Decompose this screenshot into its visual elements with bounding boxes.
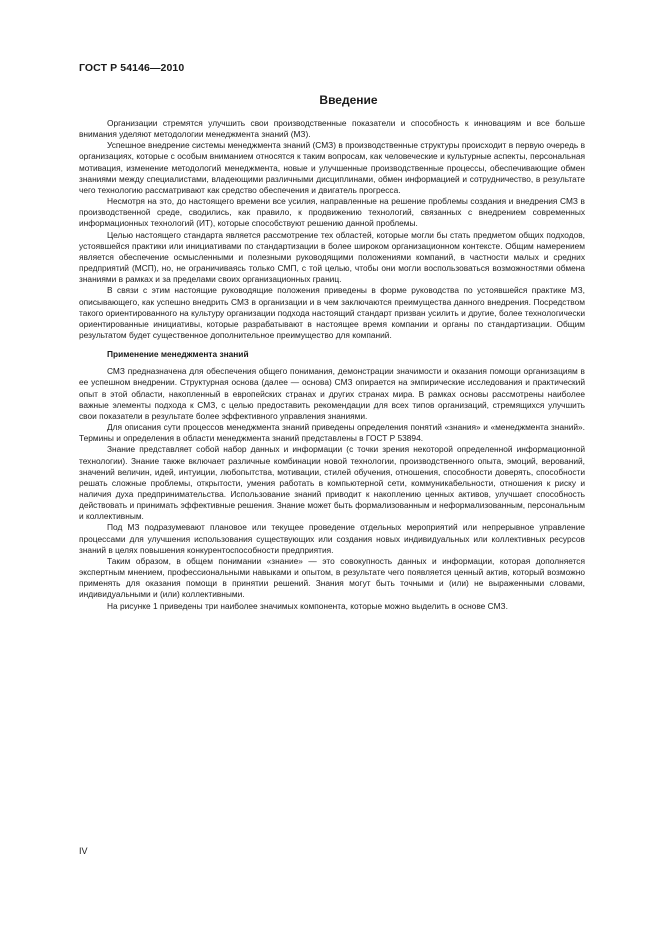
paragraph: Успешное внедрение системы менеджмента знаний (СМЗ) в производственные структуры происходит в первую очередь в организациях, которые с особым вниманием относятся к таким вопросам, как человеческие и культурные аспекты, персональная мотивация, изменение методологий менеджмента, новые и улучшенные производственные процессы, обеспечивающие обмен знаниями между специалистами, владеющими различными дисциплинами, обмен информацией и сотрудничество, в результате чего технологию рассматривают как средство обеспечения и двигатель прогресса.: [79, 140, 585, 195]
page-number: IV: [79, 846, 88, 856]
paragraph: Для описания сути процессов менеджмента знаний приведены определения понятий «знания» и «менеджмента знаний». Термины и определения в области менеджмента знаний представлены в ГОСТ Р 53894.: [79, 422, 585, 444]
body-text: [79, 118, 585, 612]
document-code: ГОСТ Р 54146—2010: [79, 62, 185, 74]
paragraph: Таким образом, в общем понимании «знание» — это совокупность данных и информации, которая дополняется экспертным мнением, профессиональными навыками и опытом, в результате чего появляется ценный актив, который возможно применять для оказания помощи в принятии решений. Знания могут быть точными и (или) не выраженными словами, индивидуальными и (или) коллективными.: [79, 555, 585, 600]
paragraph: Организации стремятся улучшить свои производственные показатели и способность к инновациям и все больше внимания уделяют методологии менеджмента знаний (МЗ).: [79, 118, 585, 140]
paragraph: СМЗ предназначена для обеспечения общего понимания, демонстрации значимости и оказания помощи организациям в ее успешном внедрении. Структурная основа (далее — основа) СМЗ опирается на эмпирические исследования и практический опыт в этой области, накопленный в европейских странах и других странах мира. В рамках основы рассмотрены наиболее важные элементы подхода к СМЗ, с целью предоставить рекомендации для всех типов организаций, стремящихся улучшить свои показатели в результате более эффективного управления знаниями.: [79, 366, 585, 421]
paragraph: Под МЗ подразумевают плановое или текущее проведение отдельных мероприятий или непрерывное управление процессами для улучшения использования существующих или создания новых индивидуальных или коллективных ресурсов знаний в целях повышения конкурентоспособности предприятия.: [79, 522, 585, 555]
subsection-heading: Применение менеджмента знаний: [107, 349, 249, 360]
paragraph: В связи с этим настоящие руководящие положения приведены в форме руководства по устоявшейся практике МЗ, описывающего, как успешно внедрить СМЗ в организации и в чем заключаются преимущества данного внедрения. Посредством такого ориентированного на культуру организации подхода настоящий стандарт призван усилить и другие, более технологически ориентированные инициативы, которые разрабатывают в настоящее время компании и органы по стандартизации. Общим результатом будет существенное дополнительное преимущество для компаний.: [79, 285, 585, 340]
paragraph: Целью настоящего стандарта является рассмотрение тех областей, которые могли бы стать предметом общих подходов, устоявшейся практики или инициативами по стандартизации в более широком организационном контексте. Общим намерением является обеспечение осмысленными и полезными руководящими положениями компаний, в частности малых и средних предприятий (МСП), но, не ограничиваясь только СМП, с той целью, чтобы они могли воспользоваться возможностями обмена знаниями в рамках и за пределами своих организационных границ.: [79, 229, 585, 285]
section-title: Введение: [319, 93, 378, 107]
paragraph: На рисунке 1 приведены три наиболее значимых компонента, которые можно выделить в основе СМЗ.: [107, 600, 508, 611]
paragraph: Знание представляет собой набор данных и информации (с точки зрения некоторой определенной информационной технологии). Знание также включает различные комбинации новой технологии, производственного опыта, эмоций, верований, значений величин, идей, интуиции, любопытства, мотивации, стилей обучения, отношения, способности доверять, способности решать сложные проблемы, открытости, умения работать в компьютерной сети, коммуникабельности, отношения к риску и наличия духа предпринимательства. Использование знаний приводит к накоплению ценных активов, улучшает способность действовать и принимать эффективные решения. Знание может быть формализованным и неформализованным, персональным и коллективным.: [79, 444, 585, 522]
paragraph: Несмотря на это, до настоящего времени все усилия, направленные на решение проблемы создания и внедрения СМЗ в производственной среде, сводились, как правило, к продвижению технологий, связанных с внедрением современных информационных технологий (ИТ), которые способствуют решению данной проблемы.: [79, 196, 585, 229]
